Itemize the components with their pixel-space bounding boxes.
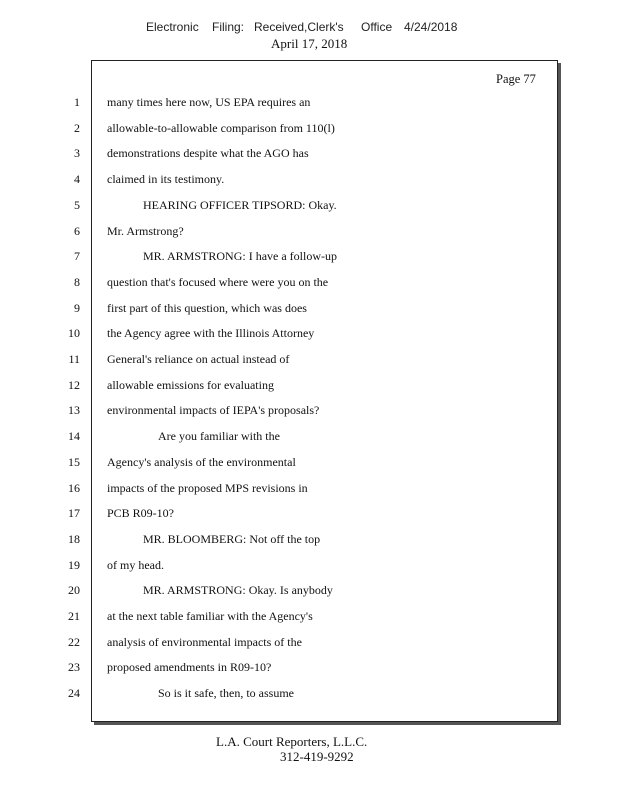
transcript-line: HEARING OFFICER TIPSORD: Okay. [143, 198, 337, 212]
transcript-line: Are you familiar with the [158, 429, 280, 443]
line-number: 15 [68, 455, 80, 469]
line-number: 22 [68, 635, 80, 649]
line-number: 18 [68, 532, 80, 546]
line-number: 19 [68, 558, 80, 572]
line-number: 24 [68, 686, 80, 700]
transcript-line: MR. BLOOMBERG: Not off the top [143, 532, 321, 546]
transcript-line: demonstrations despite what the AGO has [107, 146, 309, 160]
transcript-line: question that's focused where were you on the [107, 275, 329, 289]
line-number: 2 [74, 121, 80, 135]
stamp-office: Office [361, 20, 393, 34]
line-number: 3 [74, 146, 80, 160]
line-number: 9 [74, 301, 80, 315]
transcript-line: So is it safe, then, to assume [158, 686, 294, 700]
line-number: 8 [74, 275, 80, 289]
transcript-line: analysis of environmental impacts of the [107, 635, 302, 649]
transcript-line: impacts of the proposed MPS revisions in [107, 481, 308, 495]
transcript-line: first part of this question, which was does [107, 301, 307, 315]
transcript-line: allowable-to-allowable comparison from 110(l) [107, 121, 335, 135]
page-number: Page 77 [496, 72, 536, 86]
transcript-line: claimed in its testimony. [107, 172, 225, 186]
transcript-line: at the next table familiar with the Agency's [107, 609, 313, 623]
transcript-line: Agency's analysis of the environmental [107, 455, 296, 469]
transcript-line: General's reliance on actual instead of [107, 352, 290, 366]
transcript-line: of my head. [107, 558, 164, 572]
line-number: 10 [68, 326, 80, 340]
footer-company: L.A. Court Reporters, L.L.C. [216, 734, 368, 749]
line-number: 6 [74, 224, 80, 238]
transcript-line: proposed amendments in R09-10? [107, 660, 272, 674]
line-number: 20 [68, 583, 80, 597]
line-number: 16 [68, 481, 80, 495]
transcript-line: environmental impacts of IEPA's proposals? [107, 403, 320, 417]
transcript-line: MR. ARMSTRONG: Okay. Is anybody [143, 583, 333, 597]
transcript-line: MR. ARMSTRONG: I have a follow-up [143, 249, 337, 263]
transcript-line: many times here now, US EPA requires an [107, 95, 311, 109]
line-number: 12 [68, 378, 80, 392]
transcript-line: the Agency agree with the Illinois Attorney [107, 326, 315, 340]
stamp-date: 4/24/2018 [404, 20, 458, 34]
footer-phone: 312-419-9292 [280, 749, 354, 764]
line-number: 23 [68, 660, 80, 674]
line-number: 7 [74, 249, 80, 263]
filed-date: April 17, 2018 [271, 36, 348, 51]
stamp-received: Received,Clerk's [254, 20, 344, 34]
line-number: 4 [74, 172, 80, 186]
line-number: 5 [74, 198, 80, 212]
stamp-filing: Filing: [212, 20, 245, 34]
transcript-line: Mr. Armstrong? [107, 224, 184, 238]
line-number: 1 [74, 95, 80, 109]
transcript-line: PCB R09-10? [107, 506, 175, 520]
stamp-electronic: Electronic [146, 20, 199, 34]
line-number: 17 [68, 506, 80, 520]
line-number: 14 [68, 429, 80, 443]
line-number: 13 [68, 403, 80, 417]
transcript-line: allowable emissions for evaluating [107, 378, 274, 392]
line-number: 21 [68, 609, 80, 623]
line-number: 11 [68, 352, 80, 366]
